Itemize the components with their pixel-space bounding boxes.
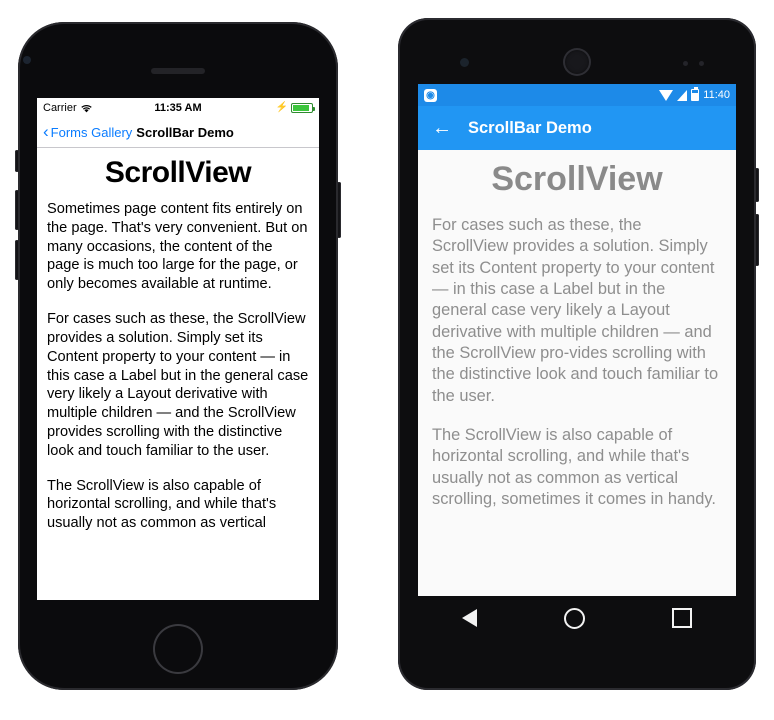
content-heading: ScrollView: [491, 160, 663, 198]
app-notification-icon: ◉: [424, 89, 437, 102]
ios-scrollview[interactable]: [37, 148, 319, 600]
home-button[interactable]: [153, 624, 203, 674]
front-camera-icon: [460, 58, 469, 67]
chevron-left-icon: ‹: [43, 122, 49, 141]
android-scrollview[interactable]: [418, 150, 736, 596]
power-button[interactable]: [755, 168, 759, 202]
silent-switch[interactable]: [15, 150, 19, 172]
power-button[interactable]: [337, 182, 341, 238]
android-clock: 11:40: [703, 89, 730, 101]
nav-home-circle-icon[interactable]: [564, 608, 585, 629]
volume-button[interactable]: [755, 214, 759, 266]
battery-icon: [291, 103, 313, 113]
android-top-bezel: [398, 18, 756, 86]
paragraph: For cases such as these, the ScrollView provides a solution. Simply set its Content property to your content — in this case a Label but in the general case very likely a Layout derivative with multiple children — and the ScrollView provides scrolling with the distinctive look and touch familiar to the user.: [47, 311, 309, 459]
battery-icon: [691, 89, 699, 101]
light-sensor: [699, 61, 704, 66]
volume-up-button[interactable]: [15, 190, 19, 230]
iphone-device: [18, 22, 338, 690]
earpiece-speaker: [563, 48, 591, 76]
iphone-screen: [37, 98, 319, 600]
charging-bolt-icon: ⚡: [275, 102, 288, 113]
content-body: [432, 215, 722, 510]
ios-status-bar: [37, 98, 319, 118]
paragraph: Sometimes page content fits entirely on the page. That's very convenient. But on many occasions, the content of the page is much too large for the page, or only becomes available at runtime.: [47, 201, 308, 293]
nav-recents-square-icon[interactable]: [672, 608, 692, 628]
volume-down-button[interactable]: [15, 240, 19, 280]
page-title: ScrollBar Demo: [136, 125, 234, 140]
android-status-bar: [418, 84, 736, 106]
android-status-right: [659, 89, 730, 101]
android-navigation-bar: [418, 596, 736, 640]
nav-back-triangle-icon[interactable]: [462, 609, 477, 627]
content-heading: ScrollView: [104, 156, 252, 189]
paragraph: The ScrollView is also capable of horizontal scrolling, and while that's usually not as common as vertical scrolling, sometimes it comes in handy.: [432, 425, 716, 508]
proximity-sensor: [683, 61, 688, 66]
content-body: [47, 200, 309, 533]
android-device: [398, 18, 756, 690]
carrier-label: Carrier: [43, 102, 77, 114]
paragraph: The ScrollView is also capable of horizontal scrolling, and while that's usually not as common as vertical: [47, 477, 277, 532]
back-button-label: Forms Gallery: [50, 125, 133, 140]
front-camera-icon: [23, 56, 31, 64]
android-screen: [418, 84, 736, 640]
page-title: ScrollBar Demo: [468, 118, 592, 137]
ios-clock: 11:35 AM: [154, 102, 202, 114]
earpiece-speaker: [151, 68, 205, 74]
paragraph: For cases such as these, the ScrollView provides a solution. Simply set its Content property to your content — in this case a Label but in the general case very likely a Layout derivative with multiple children — and the ScrollView pro-vides scrolling with the distinctive look and touch familiar to the user.: [432, 216, 719, 405]
arrow-left-icon[interactable]: ←: [432, 117, 452, 139]
ios-nav-bar: [37, 118, 319, 148]
wifi-icon: [659, 90, 673, 101]
signal-icon: [677, 90, 687, 101]
android-app-bar: [418, 106, 736, 150]
back-button[interactable]: [43, 122, 133, 141]
ios-status-right: [276, 103, 313, 113]
